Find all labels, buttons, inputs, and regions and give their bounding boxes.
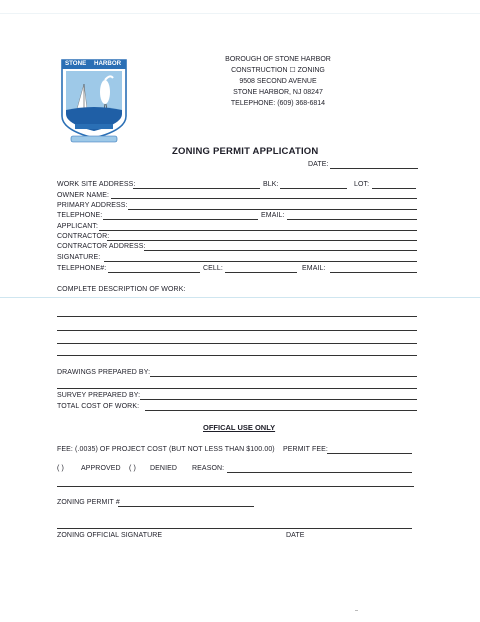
drawings-field[interactable] (150, 376, 417, 377)
description-label: COMPLETE DESCRIPTION OF WORK: (57, 286, 186, 293)
survey-label: SURVEY PREPARED BY: (57, 392, 141, 399)
contractor-field[interactable] (107, 240, 417, 241)
logo-text-right: HARBOR (94, 60, 122, 67)
header-line-1: BOROUGH OF STONE HARBOR (225, 56, 331, 63)
date-field[interactable] (330, 168, 418, 169)
owner-name-field[interactable] (111, 198, 417, 199)
denied-label: DENIED (150, 465, 178, 472)
date-label: DATE: (308, 161, 329, 168)
zoning-permit-field[interactable] (118, 506, 254, 507)
description-line-3[interactable] (57, 343, 417, 344)
email-label: EMAIL: (261, 212, 285, 219)
drawings-label: DRAWINGS PREPARED BY: (57, 369, 151, 376)
official-signature-label: ZONING OFFICIAL SIGNATURE (57, 532, 163, 539)
primary-address-label: PRIMARY ADDRESS: (57, 202, 128, 209)
header-line-4: STONE HARBOR, NJ 08247 (233, 89, 323, 96)
permit-fee-field[interactable] (327, 453, 412, 454)
fee-text: FEE: (.0035) OF PROJECT COST (BUT NOT LESS THAN $100.00) (57, 446, 275, 453)
lot-field[interactable] (372, 188, 416, 189)
scan-mark (355, 610, 358, 611)
work-site-field[interactable] (133, 188, 260, 189)
applicant-label: APPLICANT: (57, 223, 99, 230)
cell-field[interactable] (225, 272, 297, 273)
survey-field[interactable] (140, 399, 417, 400)
applicant-field[interactable] (99, 230, 417, 231)
lot-label: LOT: (354, 181, 370, 188)
form-title: ZONING PERMIT APPLICATION (172, 146, 319, 157)
header-line-5: TELEPHONE: (609) 368-6814 (230, 100, 326, 107)
description-line-4[interactable] (57, 355, 417, 356)
seal-graphic-icon (57, 54, 131, 144)
contractor-label: CONTRACTOR: (57, 233, 110, 240)
scan-line-top (0, 13, 480, 14)
reason-extra-line[interactable] (57, 486, 414, 487)
owner-name-label: OWNER NAME: (57, 192, 110, 199)
email-2-label: EMAIL: (302, 265, 326, 272)
borough-seal-logo (57, 54, 131, 144)
logo-text-left: STONE (65, 60, 87, 67)
telephone-number-field[interactable] (108, 272, 200, 273)
primary-address-field[interactable] (128, 209, 417, 210)
work-site-label: WORK SITE ADDRESS: (57, 181, 136, 188)
header-line-2: CONSTRUCTION ☐ ZONING (231, 67, 325, 74)
signature-label: SIGNATURE: (57, 254, 101, 261)
blk-label: BLK: (263, 181, 279, 188)
cell-label: CELL: (203, 265, 223, 272)
total-cost-label: TOTAL COST OF WORK: (57, 403, 140, 410)
telephone-field[interactable] (103, 219, 258, 220)
approved-label: APPROVED (81, 465, 121, 472)
header-address (198, 54, 358, 109)
signature-field[interactable] (104, 261, 417, 262)
telephone-number-label: TELEPHONE#: (57, 265, 107, 272)
telephone-label: TELEPHONE: (57, 212, 103, 219)
email-2-field[interactable] (330, 272, 417, 273)
contractor-address-field[interactable] (144, 250, 417, 251)
reason-field[interactable] (227, 472, 412, 473)
drawings-extra-line[interactable] (57, 388, 417, 389)
scan-line-blue (0, 297, 480, 298)
header-line-3: 9508 SECOND AVENUE (239, 78, 317, 85)
approved-checkbox[interactable]: ( ) (57, 465, 64, 472)
total-cost-field[interactable] (145, 410, 417, 411)
official-signature-line[interactable] (57, 528, 412, 529)
official-date-label: DATE (286, 532, 305, 539)
official-use-heading: OFFICAL USE ONLY (203, 423, 276, 432)
reason-label: REASON: (192, 465, 225, 472)
blk-field[interactable] (280, 188, 347, 189)
description-line-1[interactable] (57, 316, 417, 317)
zoning-permit-label: ZONING PERMIT # (57, 499, 120, 506)
permit-fee-label: PERMIT FEE: (283, 446, 328, 453)
denied-checkbox[interactable]: ( ) (129, 465, 136, 472)
description-line-2[interactable] (57, 330, 417, 331)
contractor-address-label: CONTRACTOR ADDRESS: (57, 243, 146, 250)
email-field[interactable] (287, 219, 417, 220)
